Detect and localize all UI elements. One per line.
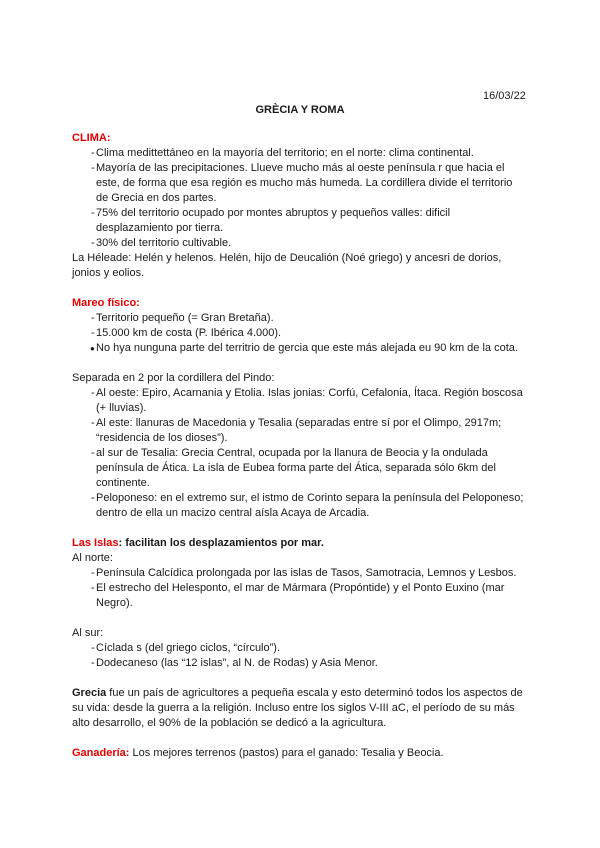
ganaderia-heading: Ganadería: — [72, 747, 130, 759]
sur-label: Al sur: — [72, 627, 104, 639]
list-item: - El estrecho del Helesponto, el mar de Mármara (Propóntide) y el Ponto Euxino (mar Negro). — [91, 582, 505, 609]
list-item: - 75% del territorio ocupado por montes abruptos y pequeños valles: dificil desplazamiento por tierra. — [91, 207, 451, 234]
pindo-list — [72, 386, 524, 521]
list-item: - Cíclada s (del griego ciclos, “círculo”). — [91, 642, 281, 654]
list-item: - Al este: llanuras de Macedonia y Tesalia (separadas entre sí por el Olimpo, 2917m; “residencia de los dioses”). — [91, 417, 502, 444]
page-title: GRÈCIA Y ROMA — [255, 104, 345, 116]
clima-heading: CLIMA: — [72, 132, 111, 144]
list-item: ● No hya nunguna parte del territrio de gercia que este más alejada eu 90 km de la cota. — [90, 342, 518, 354]
grecia-bold: Grecia — [72, 687, 107, 699]
list-item: - Territorio pequeño (= Gran Bretaña). — [91, 312, 274, 324]
list-item: - 15.000 km de costa (P. Ibérica 4.000). — [91, 327, 282, 339]
date: 16/03/22 — [483, 90, 526, 102]
sur-list — [72, 641, 524, 671]
list-item: - Clima medittettáneo en la mayoría del territorio; en el norte: clima continental. — [91, 147, 474, 159]
ganaderia-paragraph: Ganadería: Los mejores terrenos (pastos) para el ganado: Tesalia y Beocia. — [72, 747, 444, 759]
list-item: - Península Calcídica prolongada por las islas de Tasos, Samotracia, Lemnos y Lesbos. — [91, 567, 517, 579]
pindo-intro: Separada en 2 por la cordillera del Pindo: — [72, 372, 275, 384]
list-item: - Peloponeso: en el extremo sur, el istmo de Corinto separa la península del Peloponeso; dentro de ella un macizo central aísla Acaya de Arcadia. — [91, 492, 524, 519]
document-body — [72, 131, 524, 761]
mareo-list — [72, 311, 524, 356]
mareo-heading: Mareo físico: — [72, 297, 140, 309]
islas-heading-line — [72, 536, 524, 551]
grecia-paragraph: Grecia fue un país de agricultores a pequeña escala y esto determinó todos los aspectos de su vida: desde la guerra a la religión. Incluso entre los siglos V-III aC, el período de su más alto desarrollo, el 90% de la población se dedicó a la agricultura. — [72, 687, 523, 729]
islas-heading-rest: : facilitan los desplazamientos por mar. — [118, 537, 324, 549]
list-item: - Mayoría de las precipitaciones. Llueve mucho más al oeste península r que hacia el este, de forma que esa región es mucho más humeda. La cordillera divide el territorio de Grecia en dos partes. — [91, 162, 513, 204]
islas-heading: Las Islas — [72, 537, 119, 549]
clima-list — [72, 146, 524, 251]
list-item: - 30% del territorio cultivable. — [91, 237, 232, 249]
norte-list — [72, 566, 524, 611]
list-item: - Al oeste: Epiro, Acarnania y Etolia. Islas jonias: Corfú, Cefalonia, Ítaca. Región boscosa (+ lluvias). — [91, 387, 523, 414]
list-item: - al sur de Tesalia: Grecia Central, ocupada por la llanura de Beocia y la ondulada península de Ática. La isla de Eubea forma parte del Ática, separada sólo 6km del continente. — [91, 447, 496, 489]
list-item: - Dodecaneso (las “12 islas”, al N. de Rodas) y Asia Menor. — [91, 657, 378, 669]
heleade-paragraph: La Héleade: Helén y helenos. Helén, hijo de Deucalión (Noé griego) y ancesri de dorios, jonios y eolios. — [72, 252, 502, 279]
norte-label: Al norte: — [72, 552, 113, 564]
